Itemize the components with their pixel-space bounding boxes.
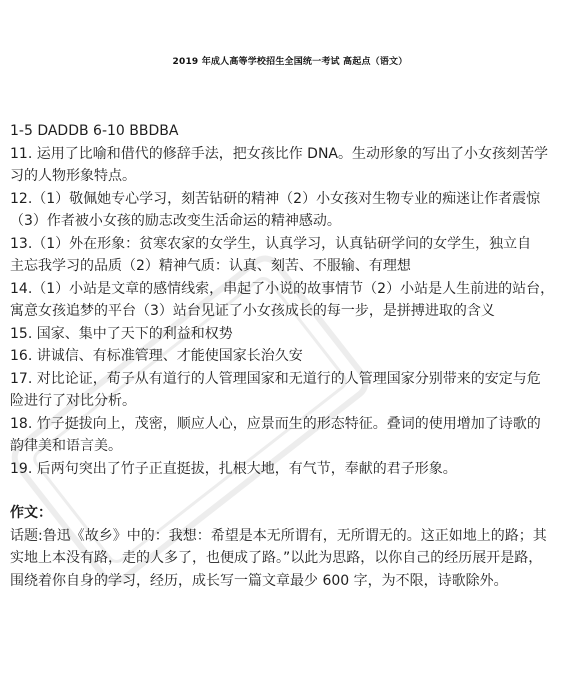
essay-line: 实地上本没有路，走的人多了，也便成了路。”以此为思路，以你自己的经历展开是路， xyxy=(10,550,543,566)
section-gap xyxy=(10,480,570,502)
answer-line: 习的人物形象特点。 xyxy=(10,168,136,184)
answer-line: 险进行了对比分析。 xyxy=(10,393,136,409)
answer-line: 15. 国家、集中了天下的利益和权势 xyxy=(10,325,233,342)
answer-line: （3）作者被小女孩的励志改变生活命运的精神感动。 xyxy=(10,213,341,229)
answer-line: 主忘我学习的品质（2）精神气质：认真、刻苦、不服输、有理想 xyxy=(10,258,411,274)
page-title: 2019 年成人高等学校招生全国统一考试 高起点（语文） xyxy=(172,57,408,67)
answer-line: 12.（1）敬佩她专心学习，刻苦钻研的精神（2）小女孩对生物专业的痴迷让作者震惊 xyxy=(10,190,541,207)
essay-line: 围绕着你自身的学习，经历，成长写一篇文章最少 600 字，为不限，诗歌除外。 xyxy=(10,572,508,589)
answer-line: 18. 竹子挺拔向上，茂密，顺应人心，应景而生的形态特征。叠词的使用增加了诗歌的 xyxy=(10,415,541,432)
answer-line: 11. 运用了比喻和借代的修辞手法，把女孩比作 DNA。生动形象的写出了小女孩刻苦学 xyxy=(10,145,548,162)
essay-line: 话题:鲁迅《故乡》中的：我想：希望是本无所谓有，无所谓无的。这正如地上的路；其 xyxy=(10,527,547,544)
answer-line: 14.（1）小站是文章的感情线索，串起了小说的故事情节（2）小站是人生前进的站台， xyxy=(10,280,555,297)
multiple-choice-answers: 1-5 DADDB 6-10 BBDBA xyxy=(10,123,179,139)
essay-heading: 作文： xyxy=(10,505,52,521)
answer-line: 19. 后两句突出了竹子正直挺拔，扎根大地，有气节，奉献的君子形象。 xyxy=(10,460,457,477)
answer-line: 17. 对比论证，荀子从有道行的人管理国家和无道行的人管理国家分别带来的安定与危 xyxy=(10,370,541,387)
answer-content xyxy=(10,120,570,592)
answer-line: 16. 讲诚信、有标准管理、才能使国家长治久安 xyxy=(10,348,303,364)
answer-line: 韵律美和语言美。 xyxy=(10,438,122,454)
answer-line: 寓意女孩追梦的平台（3）站台见证了小女孩成长的每一步，是拼搏进取的含义 xyxy=(10,303,495,319)
answer-line: 13.（1）外在形象：贫寒农家的女学生，认真学习，认真钻研学问的女学生，独立自 xyxy=(10,235,532,252)
